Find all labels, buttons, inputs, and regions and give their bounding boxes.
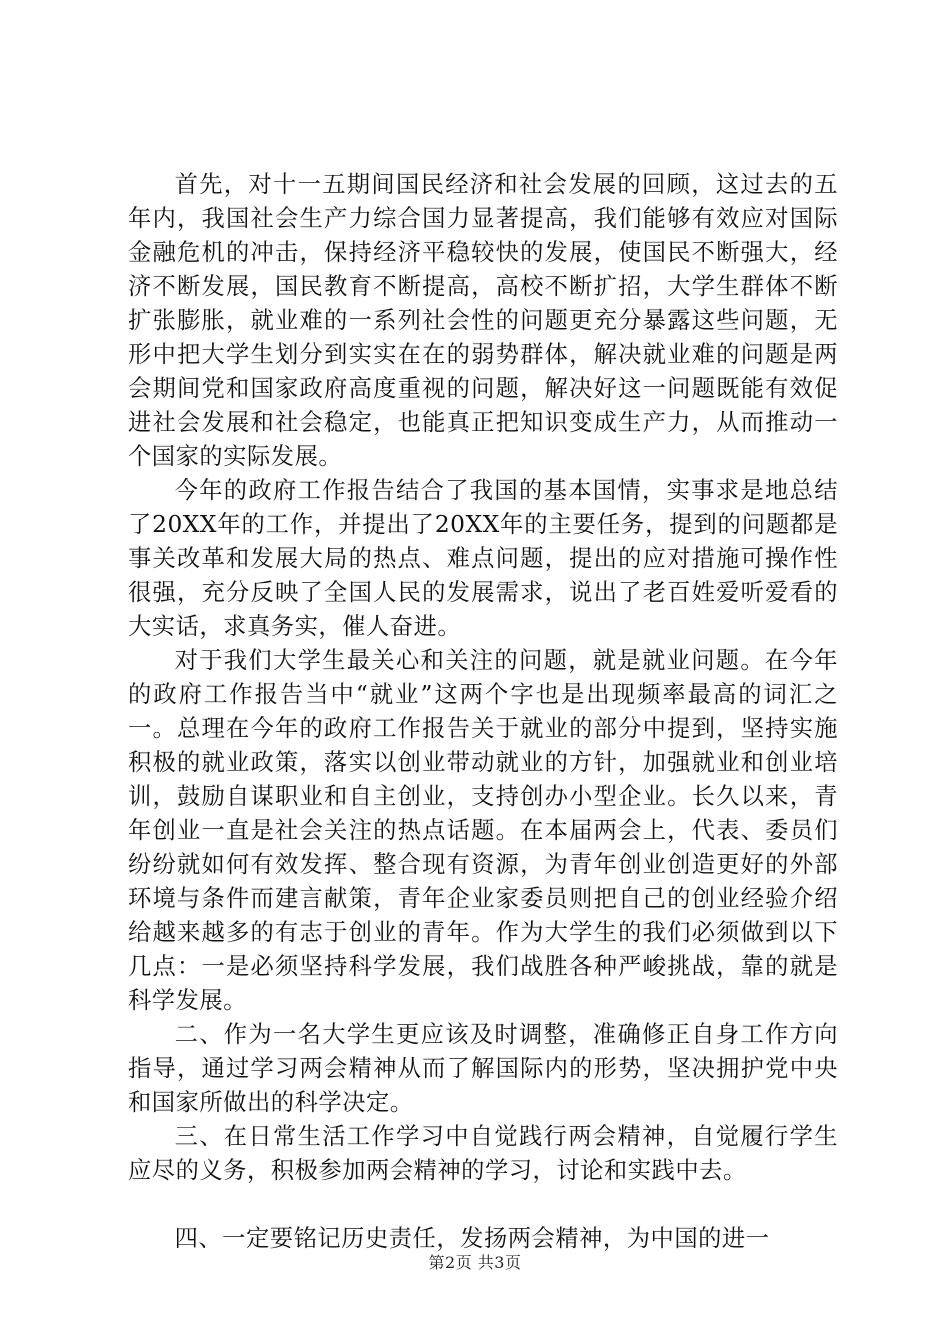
document-body — [128, 168, 838, 1256]
paragraph-employment: 对于我们大学生最关心和关注的问题，就是就业问题。在今年的政府工作报告当中“就业”这两个字也是出现频率最高的词汇之一。总理在今年的政府工作报告关于就业的部分中提到，坚持实施积极的就业政策，落实以创业带动就业的方针，加强就业和创业培训，鼓励自谋职业和自主创业，支持创办小型企业。长久以来，青年创业一直是社会关注的热点话题。在本届两会上，代表、委员们纷纷就如何有效发挥、整合现有资源，为青年创业创造更好的外部环境与条件而建言献策，青年企业家委员则把自己的创业经验介绍给越来越多的有志于创业的青年。作为大学生的我们必须做到以下几点：一是必须坚持科学发展，我们战胜各种严峻挑战，靠的就是科学发展。 — [128, 647, 838, 1014]
paragraph-review: 首先，对十一五期间国民经济和社会发展的回顾，这过去的五年内，我国社会生产力综合国力显著提高，我们能够有效应对国际金融危机的冲击，保持经济平稳较快的发展，使国民不断强大，经济不断发展，国民教育不断提高，高校不断扩招，大学生群体不断扩张膨胀，就业难的一系列社会性的问题更充分暴露这些问题，无形中把大学生划分到实实在在的弱势群体，解决就业难的问题是两会期间党和国家政府高度重视的问题，解决好这一问题既能有效促进社会发展和社会稳定，也能真正把知识变成生产力，从而推动一个国家的实际发展。 — [128, 171, 838, 470]
page-number-footer: 第2页 共3页 — [428, 1253, 522, 1272]
paragraph-point-three: 三、在日常生活工作学习中自觉践行两会精神，自觉履行学生应尽的义务，积极参加两会精神的学习，讨论和实践中去。 — [128, 1123, 838, 1184]
paragraph-government-report: 今年的政府工作报告结合了我国的基本国情，实事求是地总结了20XX年的工作，并提出了20XX年的主要任务，提到的问题都是事关改革和发展大局的热点、难点问题，提出的应对措施可操作性很强，充分反映了全国人民的发展需求，说出了老百姓爱听爱看的大实话，求真务实，催人奋进。 — [128, 477, 838, 640]
paragraph-point-two: 二、作为一名大学生更应该及时调整，准确修正自身工作方向指导，通过学习两会精神从而了解国际内的形势，坚决拥护党中央和国家所做出的科学决定。 — [128, 1021, 838, 1116]
paragraph-point-four: 四、一定要铭记历史责任，发扬两会精神，为中国的进一 — [174, 1225, 770, 1252]
